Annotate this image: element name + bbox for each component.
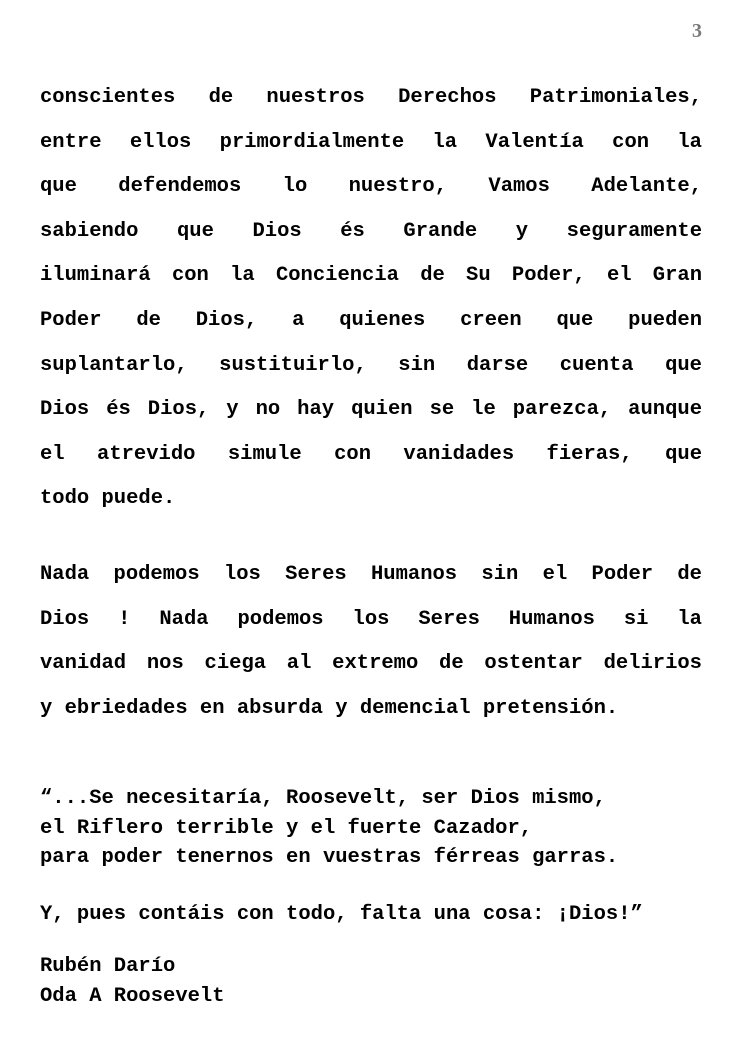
text-line: Dios és Dios, y no hay quien se le parezca, aunque (40, 398, 702, 422)
text-line: todo puede. (40, 487, 176, 511)
quote-closing-line: Y, pues contáis con todo, falta una cosa: ¡Dios!” (40, 903, 643, 926)
text-line: conscientes de nuestros Derechos Patrimoniales, (40, 86, 702, 109)
author-name: Rubén Darío (40, 955, 176, 978)
text-line: Nada podemos los Seres Humanos sin el Poder de (40, 563, 702, 586)
quote-attribution (40, 952, 225, 1011)
text-line: suplantarlo, sustituirlo, sin darse cuenta que (40, 353, 702, 377)
quote-line: para poder tenernos en vuestras férreas garras. (40, 846, 619, 869)
text-line: sabiendo que Dios és Grande y seguramente (40, 219, 702, 243)
quote-line: el Riflero terrible y el fuerte Cazador, (40, 816, 533, 840)
poem-quote (40, 784, 618, 873)
text-line: Poder de Dios, a quienes creen que pueden (40, 308, 702, 332)
text-line: vanidad nos ciega al extremo de ostentar delirios (40, 652, 702, 676)
text-line: entre ellos primordialmente la Valentía con la (40, 130, 702, 154)
paragraph-1 (40, 80, 702, 526)
text-line: Dios ! Nada podemos los Seres Humanos si la (40, 607, 702, 631)
paragraph-2 (40, 557, 702, 735)
text-line: y ebriedades en absurda y demencial pretensión. (40, 696, 619, 720)
page-number: 3 (692, 20, 702, 42)
quote-line: “...Se necesitaría, Roosevelt, ser Dios mismo, (40, 787, 606, 810)
text-line: iluminará con la Conciencia de Su Poder, el Gran (40, 264, 702, 288)
work-title: Oda A Roosevelt (40, 984, 225, 1008)
text-line: el atrevido simule con vanidades fieras, que (40, 442, 702, 466)
text-line: que defendemos lo nuestro, Vamos Adelante, (40, 175, 702, 199)
